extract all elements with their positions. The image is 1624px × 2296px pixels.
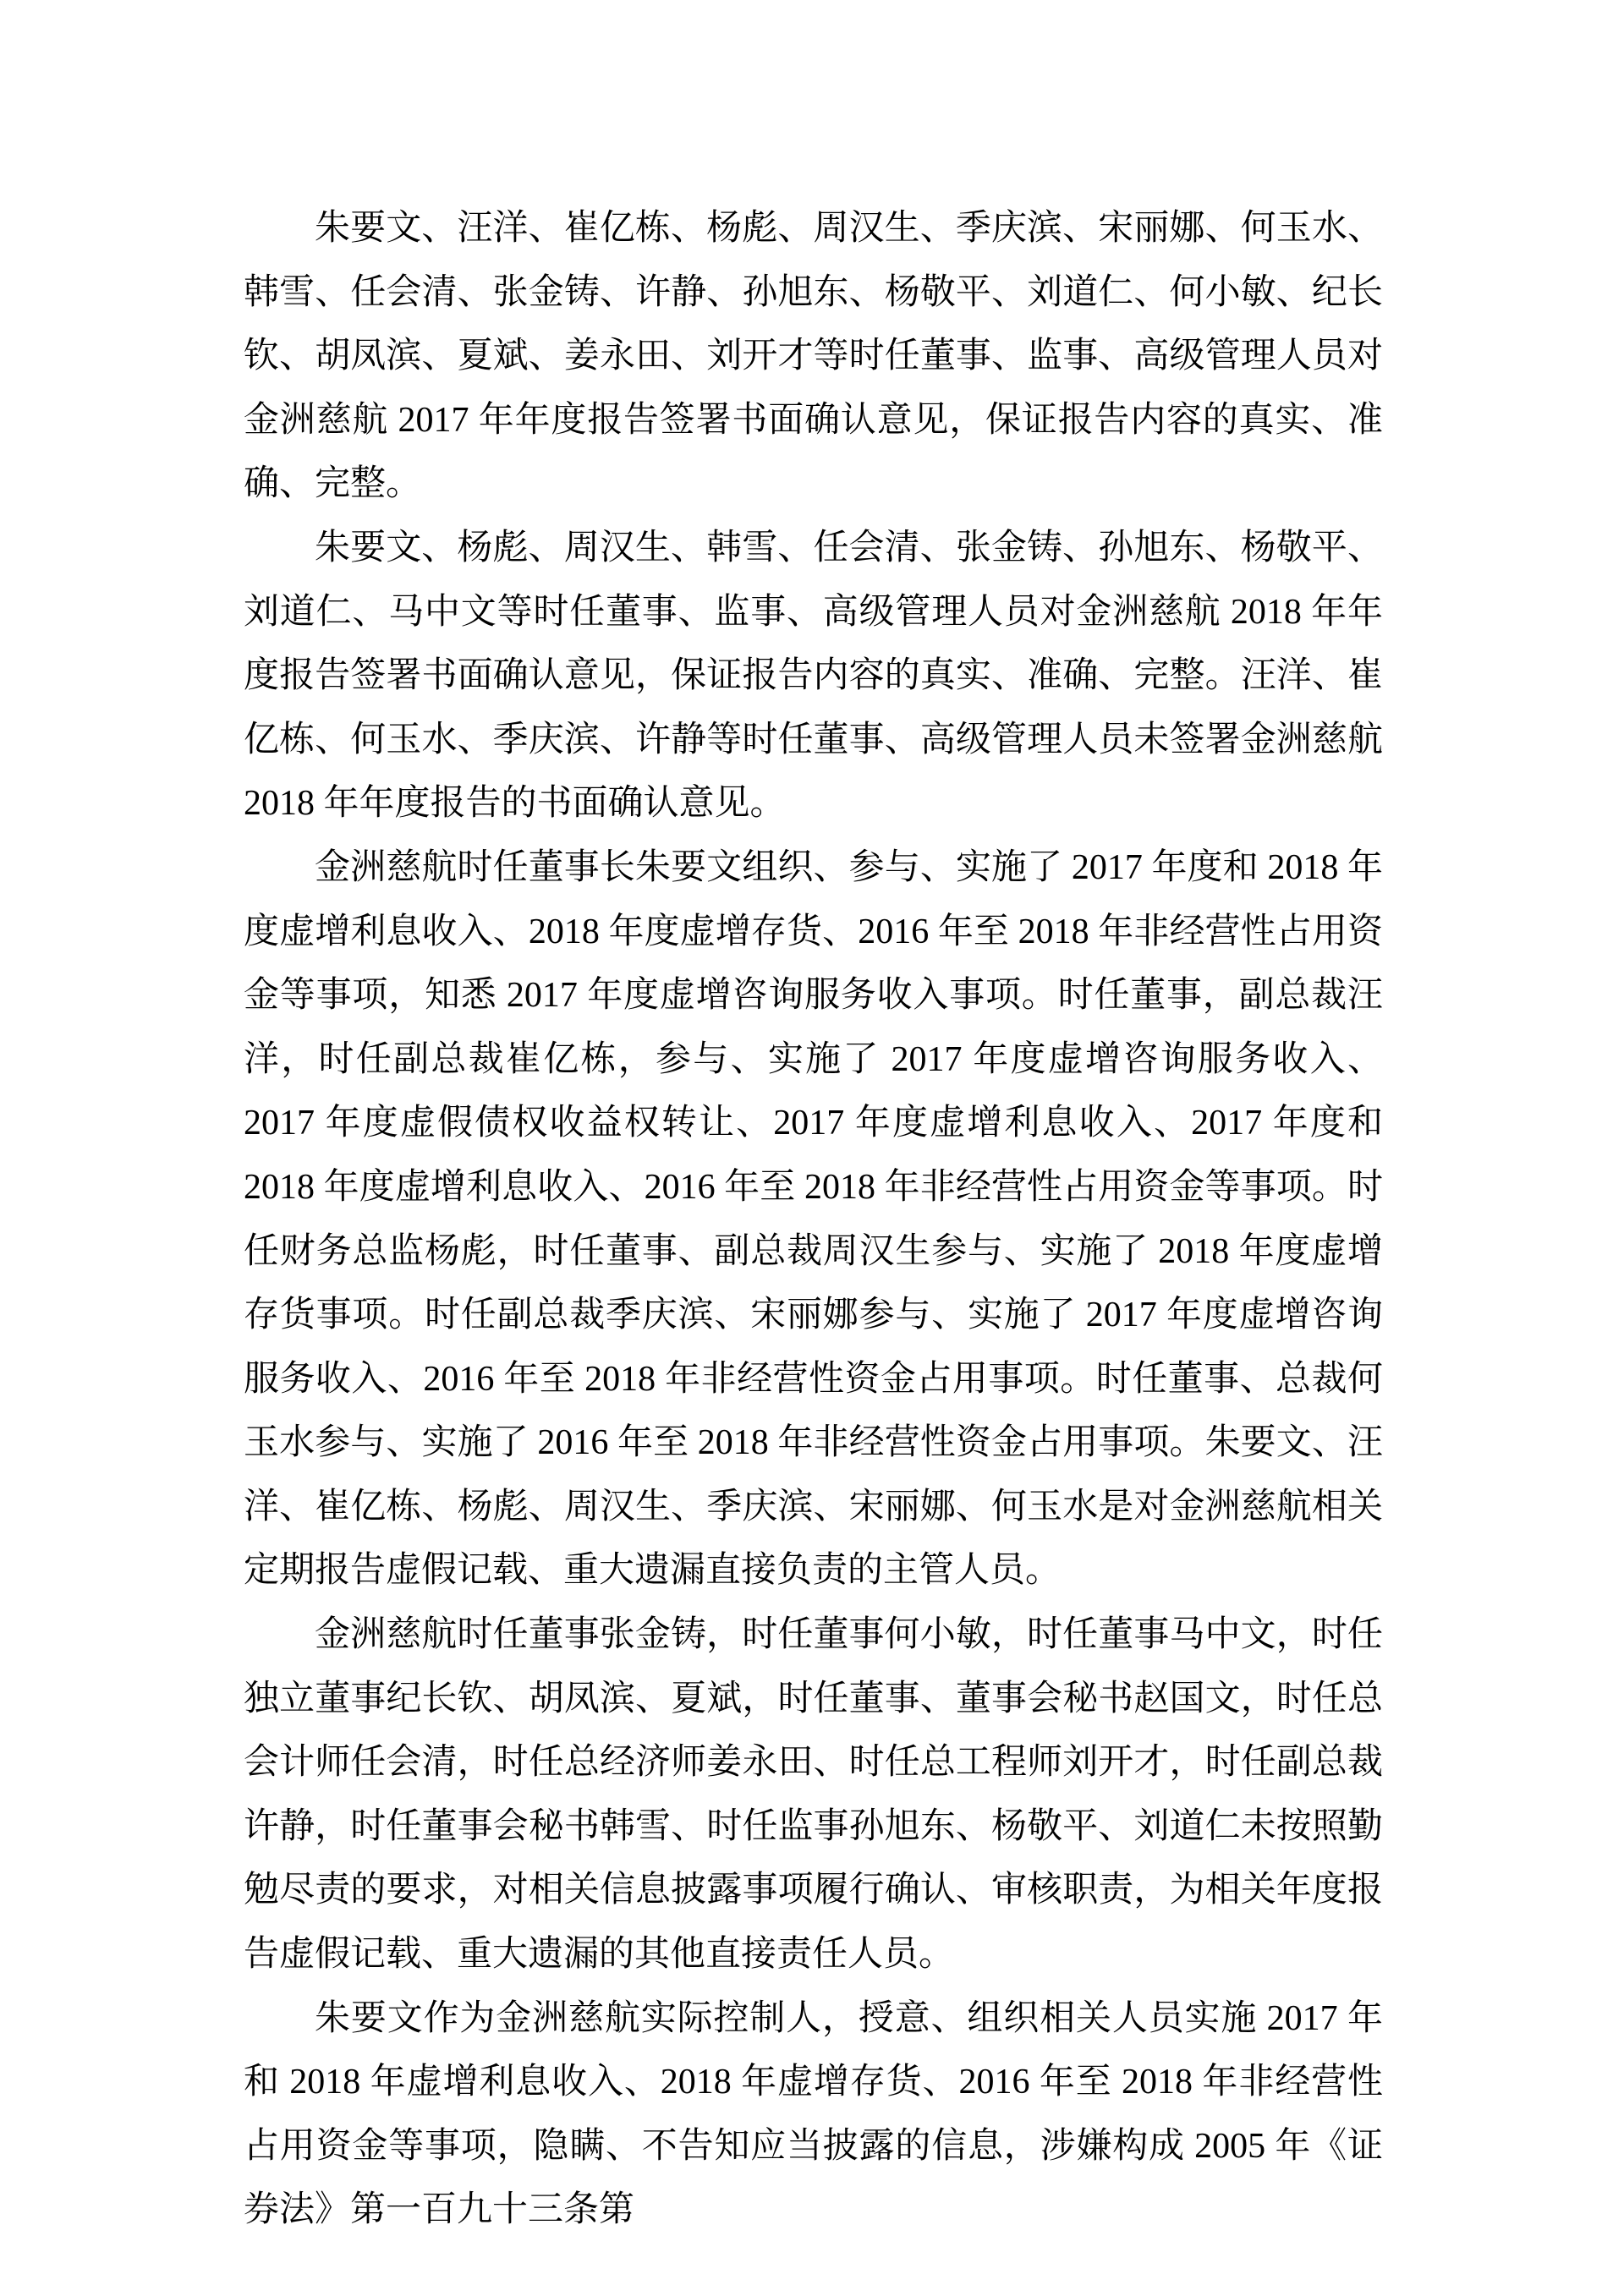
- paragraph-directly-responsible-executives: 金洲慈航时任董事长朱要文组织、参与、实施了 2017 年度和 2018 年度虚增利息收入、2018 年度虚增存货、2016 年至 2018 年非经营性占用资金等事项，知悉 2017 年度虚增咨询服务收入事项。时任董事，副总裁汪洋，时任副总裁崔亿栋，参与、实施了 2017 年度虚增咨询服务收入、2017 年度虚假债权收益权转让、2017 年度虚增利息收入、2017 年度和 2018 年度虚增利息收入、2016 年至 2018 年非经营性占用资金等事项。时任财务总监杨彪，时任董事、副总裁周汉生参与、实施了 2018 年度虚增存货事项。时任副总裁季庆滨、宋丽娜参与、实施了 2017 年度虚增咨询服务收入、2016 年至 2018 年非经营性资金占用事项。时任董事、总裁何玉水参与、实施了 2016 年至 2018 年非经营性资金占用事项。朱要文、汪洋、崔亿栋、杨彪、周汉生、季庆滨、宋丽娜、何玉水是对金洲慈航相关定期报告虚假记载、重大遗漏直接负责的主管人员。: [244, 847, 1383, 1591]
- paragraph-actual-controller-violation: 朱要文作为金洲慈航实际控制人，授意、组织相关人员实施 2017 年和 2018 年虚增利息收入、2018 年虚增存货、2016 年至 2018 年非经营性占用资金等事项，隐瞒、不告知应当披露的信息，涉嫌构成 2005 年《证券法》第一百九十三条第: [244, 1998, 1383, 2230]
- paragraph-signing-2018-annual-report: 朱要文、杨彪、周汉生、韩雪、任会清、张金铸、孙旭东、杨敬平、刘道仁、马中文等时任董事、监事、高级管理人员对金洲慈航 2018 年年度报告签署书面确认意见，保证报告内容的真实、准确、完整。汪洋、崔亿栋、何玉水、季庆滨、许静等时任董事、高级管理人员未签署金洲慈航 2018 年年度报告的书面确认意见。: [244, 528, 1383, 824]
- paragraph-other-responsible-persons: 金洲慈航时任董事张金铸，时任董事何小敏，时任董事马中文，时任独立董事纪长钦、胡凤滨、夏斌，时任董事、董事会秘书赵国文，时任总会计师任会清，时任总经济师姜永田、时任总工程师刘开才，时任副总裁许静，时任董事会秘书韩雪、时任监事孙旭东、杨敬平、刘道仁未按照勤勉尽责的要求，对相关信息披露事项履行确认、审核职责，为相关年度报告虚假记载、重大遗漏的其他直接责任人员。: [244, 1615, 1383, 1975]
- paragraph-signing-2017-annual-report: 朱要文、汪洋、崔亿栋、杨彪、周汉生、季庆滨、宋丽娜、何玉水、韩雪、任会清、张金铸、许静、孙旭东、杨敬平、刘道仁、何小敏、纪长钦、胡凤滨、夏斌、姜永田、刘开才等时任董事、监事、高级管理人员对金洲慈航 2017 年年度报告签署书面确认意见，保证报告内容的真实、准确、完整。: [244, 209, 1383, 504]
- document-body: [244, 197, 1383, 2243]
